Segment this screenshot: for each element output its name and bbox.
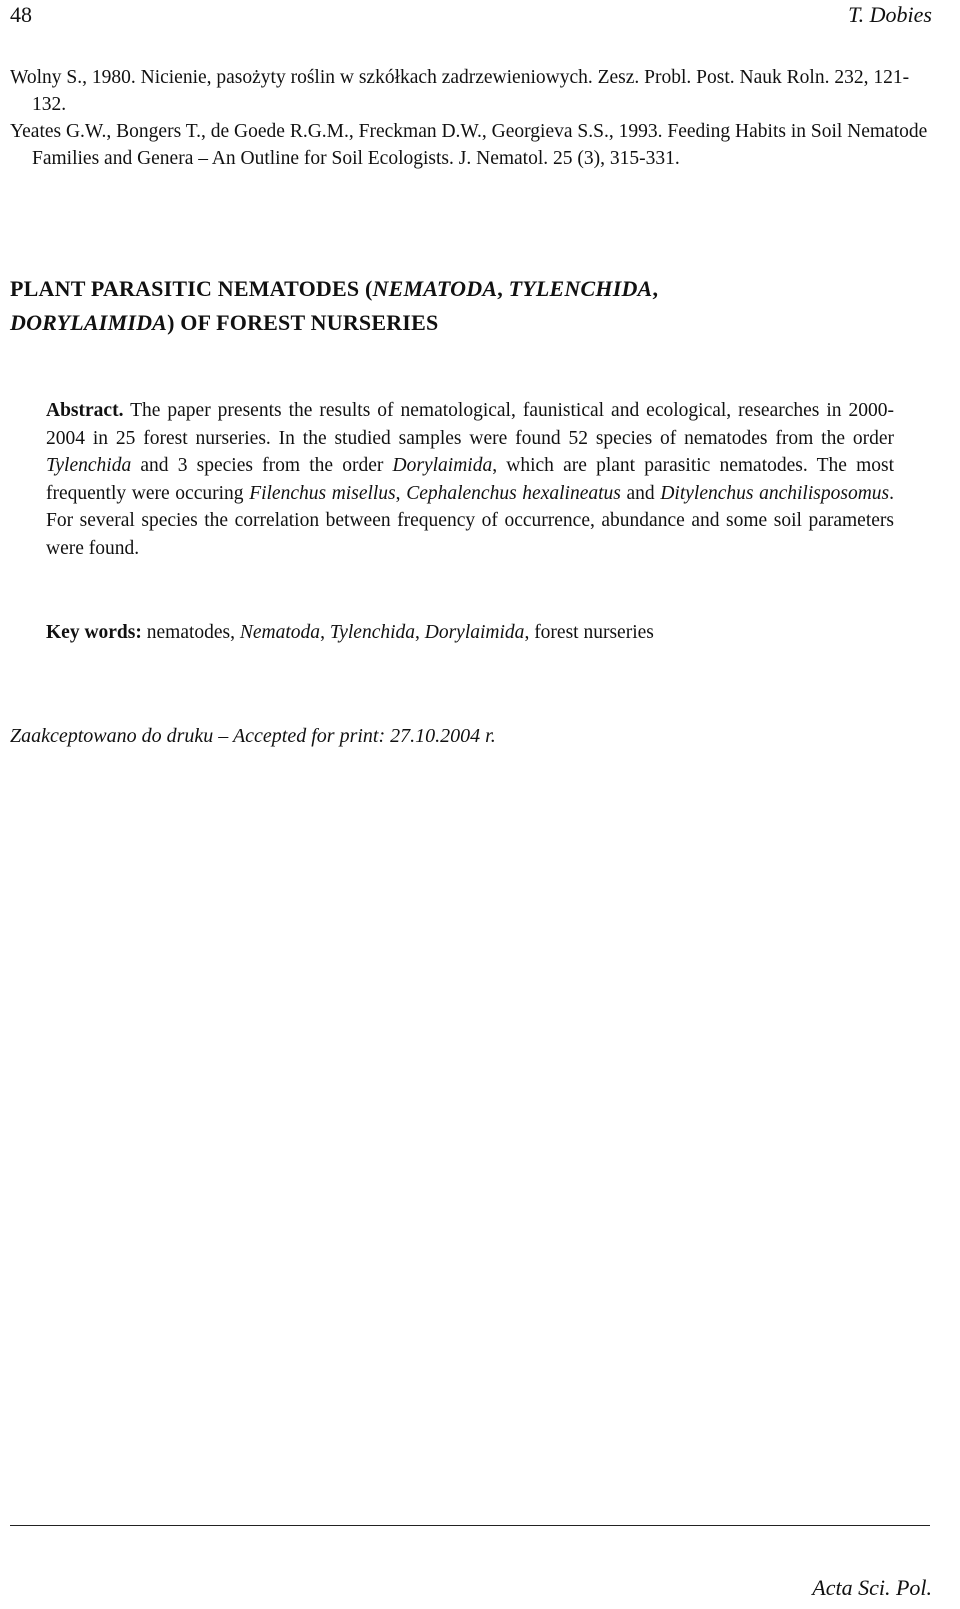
keywords-taxon: Dorylaimida (424, 622, 525, 643)
reference-entry: Yeates G.W., Bongers T., de Goede R.G.M., Freckman D.W., Georgieva S.S., 1993. Feeding Habits in Soil Nematode Families and Genera – An Outline for Soil Ecologists. J. Nematol. 25 (3), 315-331. (10, 121, 928, 169)
reference-list (10, 64, 940, 172)
journal-name: Acta Sci. Pol. (812, 1575, 932, 1600)
keywords-text: nematodes, (141, 622, 240, 643)
keywords-label: Key words: (46, 622, 142, 643)
keywords-taxon: Nematoda (239, 622, 321, 643)
abstract-taxon: Ditylenchus anchilisposomus (660, 482, 890, 504)
article-title (10, 272, 930, 340)
keywords-text: , (415, 622, 425, 643)
keywords-text: , forest nurseries (524, 622, 654, 643)
footer-divider (10, 1525, 930, 1526)
abstract-paragraph (46, 397, 894, 562)
title-taxon: TYLENCHIDA (508, 276, 653, 301)
title-taxon: NEMATODA (372, 276, 498, 301)
abstract-taxon: Filenchus misellus (249, 482, 396, 504)
keywords-taxon: Tylenchida (329, 622, 416, 643)
running-author: T. Dobies (848, 2, 932, 27)
title-text: , (497, 276, 509, 301)
abstract-label: Abstract. (46, 400, 124, 421)
abstract-text: and (620, 482, 661, 504)
title-text: ) OF FOREST NURSERIES (167, 310, 439, 335)
title-text: PLANT PARASITIC NEMATODES ( (10, 276, 373, 301)
keywords-line (46, 622, 906, 644)
abstract-text: . For several species the correlation between frequency of occurrence, abundance and some soil parameters were found. (46, 482, 894, 559)
abstract-text: and 3 species from the order (131, 455, 393, 476)
abstract-text: The paper presents the results of nematological, faunistical and ecological, researches in 2000-2004 in 25 forest nurseries. In the studied samples were found 52 species of nematodes from the order (46, 400, 894, 449)
keywords-text: , (320, 622, 330, 643)
abstract-text: , (395, 482, 407, 504)
abstract-taxon: Cephalenchus hexalineatus (406, 482, 621, 504)
reference-entry: Wolny S., 1980. Nicienie, pasożyty roślin w szkółkach zadrzewieniowych. Zesz. Probl. Post. Nauk Roln. 232, 121-132. (10, 67, 910, 115)
title-text: , (652, 276, 659, 301)
abstract-taxon: Tylenchida (46, 455, 132, 476)
abstract-taxon: Dorylaimida (392, 455, 493, 476)
page-number: 48 (10, 2, 32, 27)
acceptance-note: Zaakceptowano do druku – Accepted for print: 27.10.2004 r. (10, 725, 496, 747)
title-taxon: DORYLAIMIDA (10, 310, 168, 335)
abstract-text: , which are plant parasitic nematodes. The most frequently were occuring (46, 455, 894, 504)
